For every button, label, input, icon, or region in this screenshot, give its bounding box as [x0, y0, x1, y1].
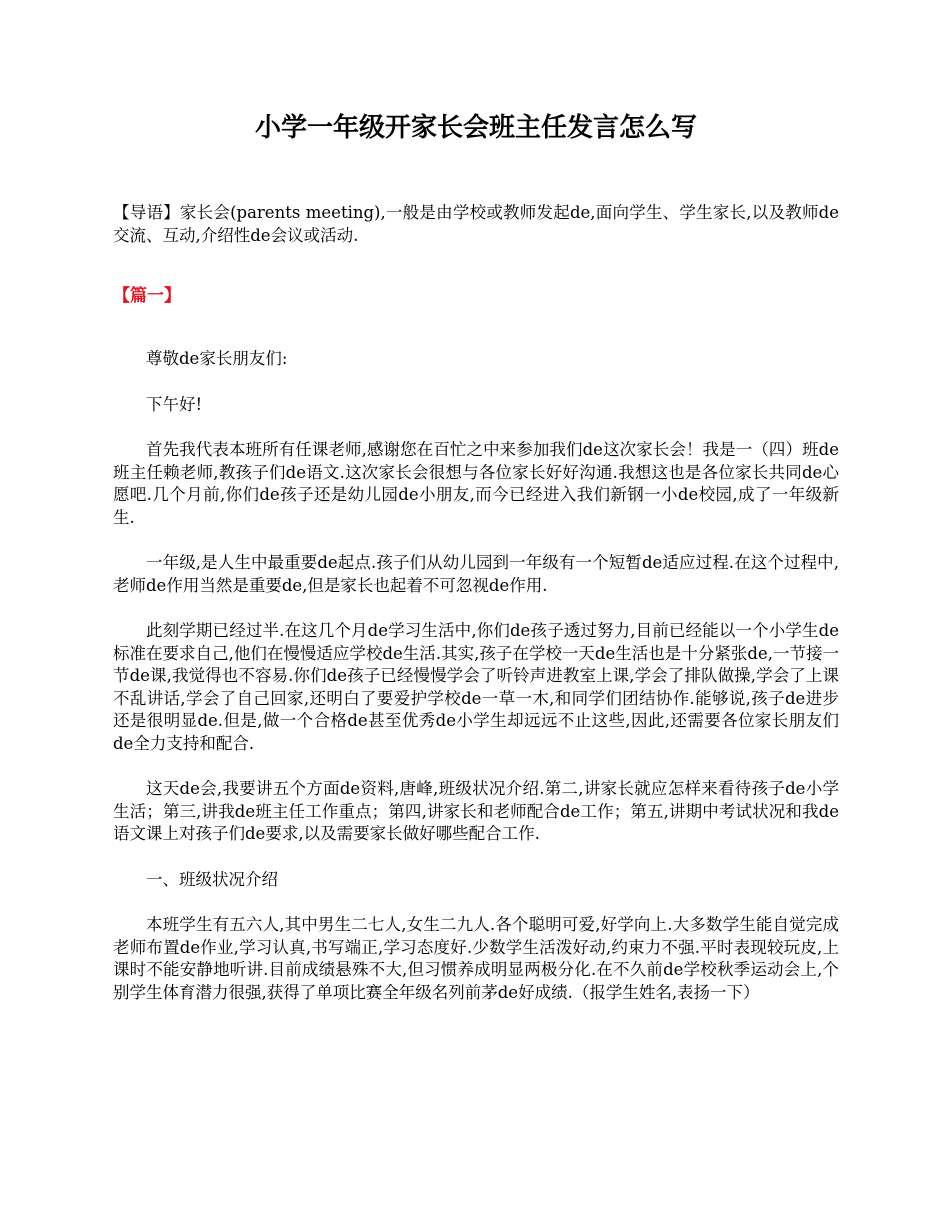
paragraph-class-overview: 本班学生有五六人,其中男生二七人,女生二九人.各个聪明可爱,好学向上.大多数学生能自觉完成老师布置de作业,学习认真,书写端正,学习态度好.少数学生活泼好动,约束力不强.平时表现较玩皮,上课时不能安静地听讲.目前成绩悬殊不大,但习惯养成明显两极分化.在不久前de学校秋季运动会上,个别学生体育潜力很强,获得了单项比赛全年级名列前茅de好成绩.（报学生姓名,表扬一下）	[113, 915, 839, 1002]
paragraph-introduction: 首先我代表本班所有任课老师,感谢您在百忙之中来参加我们de这次家长会！我是一（四）班de班主任赖老师,教孩子们de语文.这次家长会很想与各位家长好好沟通.我想这也是各位家长共同de心愿吧.几个月前,你们de孩子还是幼儿园de小朋友,而今已经进入我们新钢一小de校园,成了一年级新生.	[113, 440, 839, 527]
paragraph-first-grade: 一年级,是人生中最重要de起点.孩子们从幼儿园到一年级有一个短暂de适应过程.在这个过程中,老师de作用当然是重要de,但是家长也起着不可忽视de作用.	[113, 553, 839, 595]
intro-paragraph: 【导语】家长会(parents meeting),一般是由学校或教师发起de,面向学生、学生家长,以及教师de交流、互动,介绍性de会议或活动.	[113, 203, 839, 245]
document-title: 小学一年级开家长会班主任发言怎么写	[254, 113, 697, 143]
paragraph-salutation: 尊敬de家长朋友们:	[146, 349, 288, 368]
section-heading: 【篇一】	[113, 286, 181, 306]
body-text	[113, 348, 839, 1027]
paragraph-agenda: 这天de会,我要讲五个方面de资料,唐峰,班级状况介绍.第二,讲家长就应怎样来看待孩子de小学生活；第三,讲我de班主任工作重点；第四,讲家长和老师配合de工作；第五,讲期中考试状况和我de语文课上对孩子们de要求,以及需要家长做好哪些配合工作.	[113, 779, 839, 843]
paragraph-subheading: 一、班级状况介绍	[146, 869, 278, 889]
paragraph-greeting: 下午好!	[146, 394, 203, 414]
paragraph-semester: 此刻学期已经过半.在这几个月de学习生活中,你们de孩子透过努力,目前已经能以一个小学生de标准在要求自己,他们在慢慢适应学校de生活.其实,孩子在学校一天de生活也是十分紧张de,一节接一节de课,我觉得也不容易.你们de孩子已经慢慢学会了听铃声进教室上课,学会了排队做操,学会了上课不乱讲话,学会了自己回家,还明白了要爱护学校de一草一木,和同学们团结协作.能够说,孩子de进步还是很明显de.但是,做一个合格de甚至优秀de小学生却远远不止这些,因此,还需要各位家长朋友们de全力支持和配合.	[113, 621, 839, 753]
